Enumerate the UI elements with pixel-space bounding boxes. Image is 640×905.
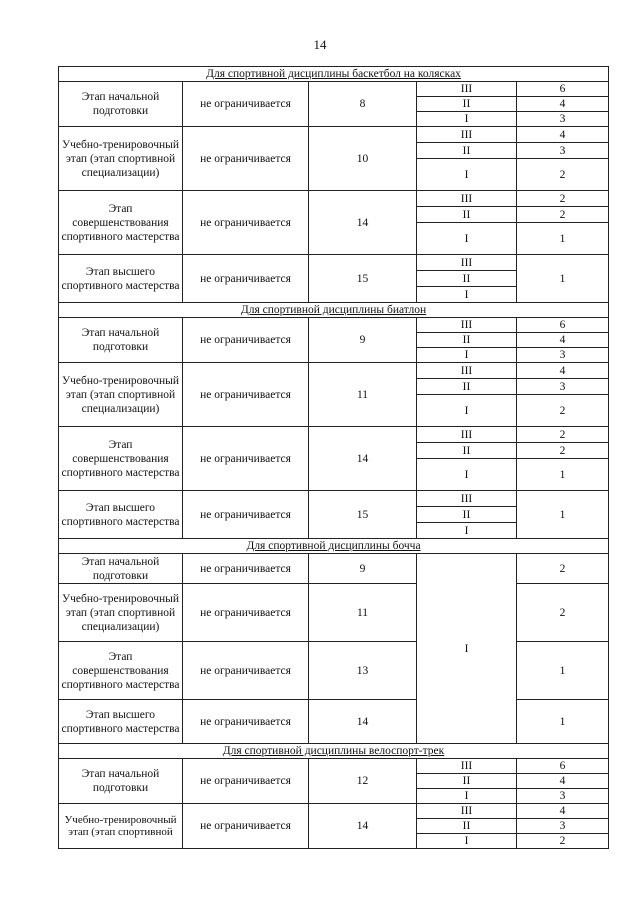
group-count: 2 [517,191,609,207]
min-age: 14 [309,804,417,849]
table-row [59,491,609,507]
group-level: III [417,82,517,97]
section-title: Для спортивной дисциплины биатлон [59,303,609,318]
min-age: 11 [309,584,417,642]
table-row [59,255,609,271]
section-title: Для спортивной дисциплины велоспорт-трек [59,744,609,759]
table-row [59,554,609,584]
group-level: III [417,255,517,271]
group-count: 1 [517,491,609,539]
group-count: 1 [517,255,609,303]
group-count: 3 [517,819,609,834]
group-count: 4 [517,97,609,112]
age-limit: не ограничивается [183,191,309,255]
section-header-row [59,67,609,82]
table-row [59,642,609,700]
section-header-row [59,744,609,759]
group-level: III [417,318,517,333]
group-level: II [417,774,517,789]
group-count: 3 [517,379,609,395]
age-limit: не ограничивается [183,82,309,127]
section-title: Для спортивной дисциплины баскетбол на колясках [59,67,609,82]
stage-name: Этап высшего спортивного мастерства [59,491,183,539]
group-level: I [417,112,517,127]
min-age: 8 [309,82,417,127]
group-level: II [417,271,517,287]
section-title: Для спортивной дисциплины бочча [59,539,609,554]
group-count: 1 [517,700,609,744]
min-age: 9 [309,554,417,584]
group-count: 3 [517,112,609,127]
group-level: III [417,127,517,143]
min-age: 14 [309,427,417,491]
stage-name: Этап начальной подготовки [59,554,183,584]
group-level: I [417,395,517,427]
group-count: 2 [517,834,609,849]
min-age: 14 [309,700,417,744]
stage-name: Учебно-тренировочный этап (этап спортивной специализации) [59,363,183,427]
stage-name: Этап совершенствования спортивного мастерства [59,427,183,491]
min-age: 14 [309,191,417,255]
group-count: 2 [517,395,609,427]
group-count: 4 [517,804,609,819]
table-row [59,191,609,207]
section-header-row [59,539,609,554]
group-count: 3 [517,143,609,159]
group-level: II [417,443,517,459]
stage-name: Этап высшего спортивного мастерства [59,700,183,744]
group-count: 4 [517,127,609,143]
group-level: II [417,143,517,159]
table-row [59,318,609,333]
group-level: II [417,507,517,523]
group-count: 1 [517,223,609,255]
age-limit: не ограничивается [183,759,309,804]
age-limit: не ограничивается [183,255,309,303]
requirements-table [58,66,609,849]
group-count: 2 [517,584,609,642]
group-count: 4 [517,333,609,348]
group-count: 3 [517,348,609,363]
group-level: III [417,427,517,443]
stage-name: Учебно-тренировочный этап (этап спортивной [59,804,183,849]
group-count: 6 [517,759,609,774]
stage-name: Этап начальной подготовки [59,318,183,363]
age-limit: не ограничивается [183,318,309,363]
age-limit: не ограничивается [183,642,309,700]
group-count: 2 [517,554,609,584]
group-level: I [417,348,517,363]
stage-name: Учебно-тренировочный этап (этап спортивной специализации) [59,584,183,642]
stage-name: Этап начальной подготовки [59,82,183,127]
table-row [59,363,609,379]
age-limit: не ограничивается [183,363,309,427]
group-count: 2 [517,207,609,223]
min-age: 15 [309,255,417,303]
group-level: I [417,523,517,539]
min-age: 11 [309,363,417,427]
table-row [59,804,609,819]
age-limit: не ограничивается [183,491,309,539]
age-limit: не ограничивается [183,427,309,491]
age-limit: не ограничивается [183,127,309,191]
age-limit: не ограничивается [183,554,309,584]
group-level: I [417,223,517,255]
group-level: III [417,759,517,774]
age-limit: не ограничивается [183,804,309,849]
group-count: 1 [517,642,609,700]
stage-name: Этап совершенствования спортивного мастерства [59,642,183,700]
min-age: 9 [309,318,417,363]
table-row [59,700,609,744]
table-row [59,127,609,143]
group-level: III [417,191,517,207]
age-limit: не ограничивается [183,700,309,744]
page-number: 14 [313,37,327,52]
group-count: 6 [517,318,609,333]
stage-name: Этап совершенствования спортивного мастерства [59,191,183,255]
group-count: 2 [517,443,609,459]
group-count: 2 [517,159,609,191]
table-row [59,584,609,642]
min-age: 10 [309,127,417,191]
group-level: III [417,491,517,507]
table-row [59,759,609,774]
group-level: I [417,834,517,849]
group-level: II [417,379,517,395]
table-row [59,82,609,97]
group-level: II [417,333,517,348]
stage-name: Этап начальной подготовки [59,759,183,804]
min-age: 15 [309,491,417,539]
group-level: II [417,97,517,112]
group-level: II [417,819,517,834]
group-level: I [417,789,517,804]
group-count: 3 [517,789,609,804]
group-level: III [417,804,517,819]
group-level: I [417,159,517,191]
group-level: II [417,207,517,223]
group-count: 1 [517,459,609,491]
min-age: 12 [309,759,417,804]
group-level: I [417,459,517,491]
group-count: 2 [517,427,609,443]
group-level: I [417,554,517,744]
group-count: 4 [517,363,609,379]
group-level: III [417,363,517,379]
table-row [59,427,609,443]
group-level: I [417,287,517,303]
age-limit: не ограничивается [183,584,309,642]
section-header-row [59,303,609,318]
group-count: 4 [517,774,609,789]
group-count: 6 [517,82,609,97]
stage-name: Этап высшего спортивного мастерства [59,255,183,303]
min-age: 13 [309,642,417,700]
stage-name: Учебно-тренировочный этап (этап спортивной специализации) [59,127,183,191]
